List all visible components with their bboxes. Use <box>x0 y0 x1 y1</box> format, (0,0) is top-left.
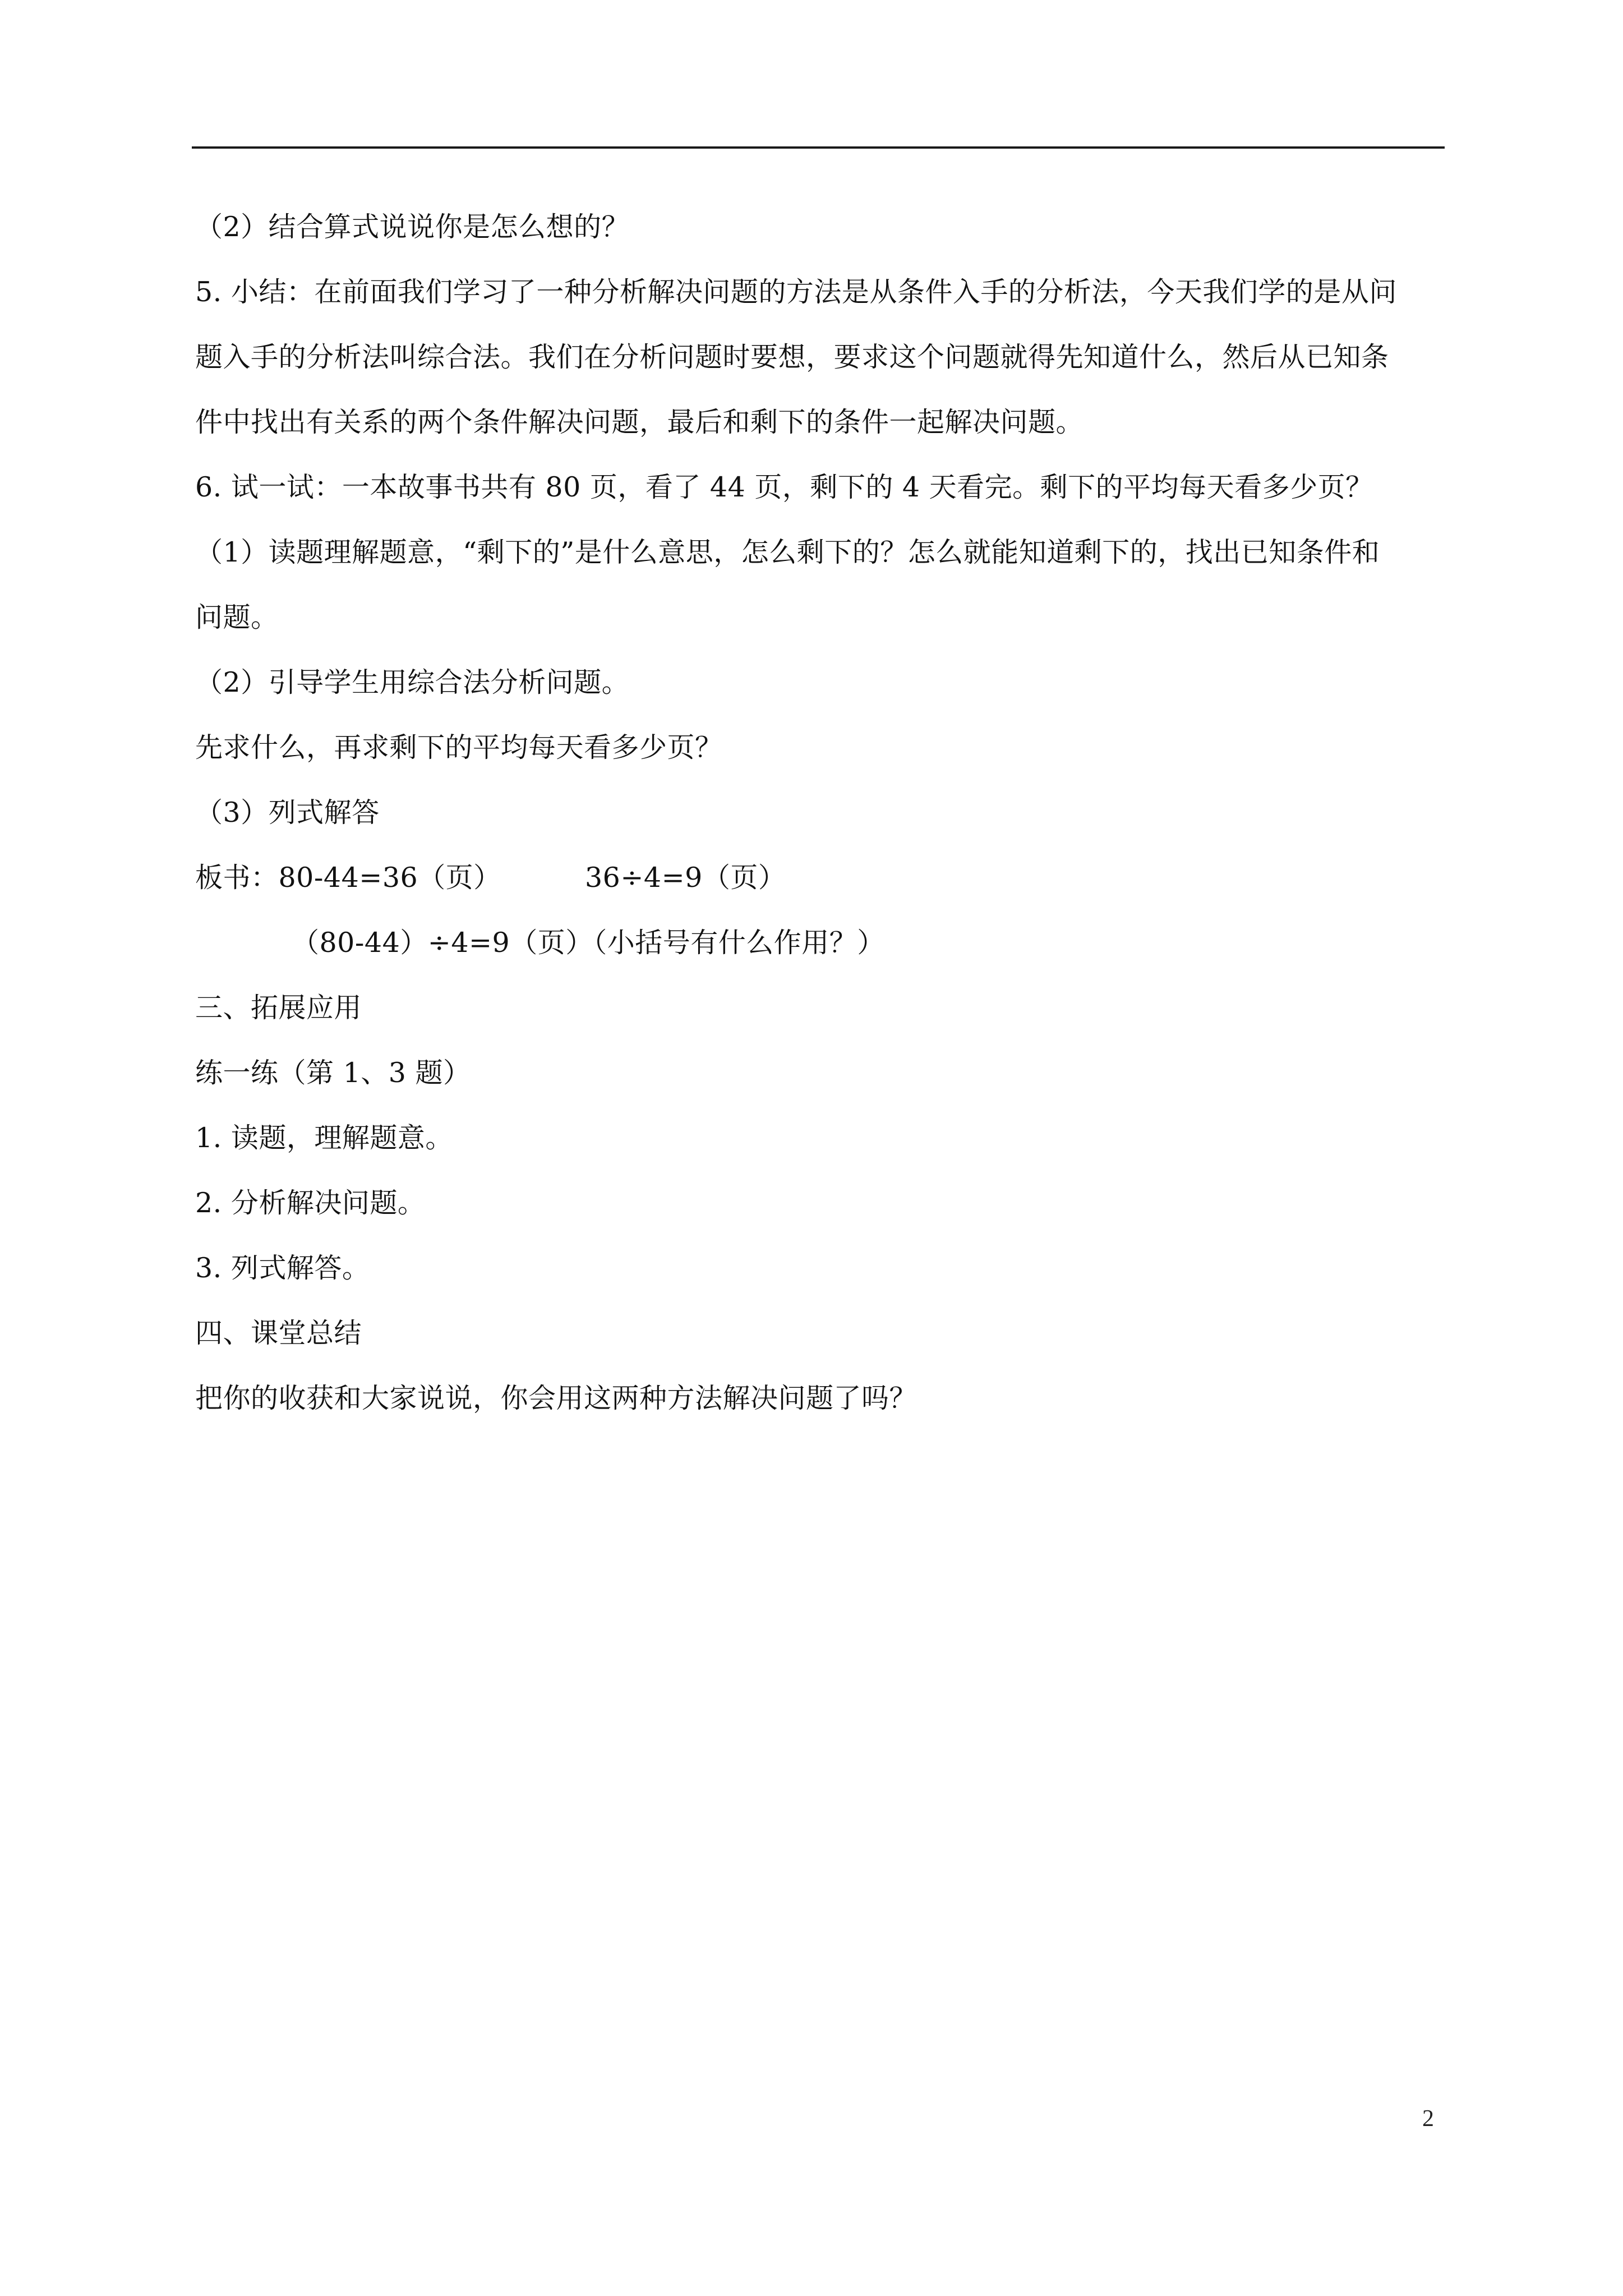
header-rule <box>192 146 1445 149</box>
practice-item-2: 2. 分析解决问题。 <box>195 1187 426 1219</box>
practice-item-3: 3. 列式解答。 <box>195 1252 370 1284</box>
section-3-heading: 三、拓展应用 <box>195 992 362 1024</box>
paragraph-try-it: 6. 试一试：一本故事书共有 80 页，看了 44 页，剩下的 4 天看完。剩下的平均每天看多少页？ <box>195 471 1373 503</box>
practice-item-1: 1. 读题，理解题意。 <box>195 1122 453 1154</box>
paragraph-ask-first: 先求什么，再求剩下的平均每天看多少页？ <box>195 731 723 763</box>
paragraph-step-3: （3）列式解答 <box>195 797 380 829</box>
board-formula-3: （80-44）÷4=9（页）（小括号有什么作用？） <box>292 927 885 959</box>
board-formulas-row <box>195 861 1446 895</box>
section-4-text: 把你的收获和大家说说，你会用这两种方法解决问题了吗？ <box>195 1382 917 1414</box>
paragraph-question-2: （2）结合算式说说你是怎么想的？ <box>195 211 630 243</box>
paragraph-summary-line-3: 件中找出有关系的两个条件解决问题，最后和剩下的条件一起解决问题。 <box>195 406 1084 438</box>
paragraph-step-1-line-2: 问题。 <box>195 601 279 633</box>
paragraph-step-2: （2）引导学生用综合法分析问题。 <box>195 666 630 698</box>
paragraph-summary-line-1: 5. 小结：在前面我们学习了一种分析解决问题的方法是从条件入手的分析法，今天我们学的是从问 <box>195 276 1397 308</box>
board-formula-2: 36÷4=9（页） <box>585 862 786 894</box>
practice-line: 练一练（第 1、3 题） <box>195 1057 471 1089</box>
paragraph-summary-line-2: 题入手的分析法叫综合法。我们在分析问题时要想，要求这个问题就得先知道什么，然后从已知条 <box>195 341 1389 373</box>
page-number: 2 <box>1422 2106 1434 2132</box>
paragraph-step-1-line-1: （1）读题理解题意，“剩下的”是什么意思，怎么剩下的？怎么就能知道剩下的，找出已知条件和 <box>195 536 1380 568</box>
document-body <box>195 210 1446 1415</box>
board-formula-1: 板书：80-44=36（页） <box>195 862 501 894</box>
section-4-heading: 四、课堂总结 <box>195 1317 362 1349</box>
